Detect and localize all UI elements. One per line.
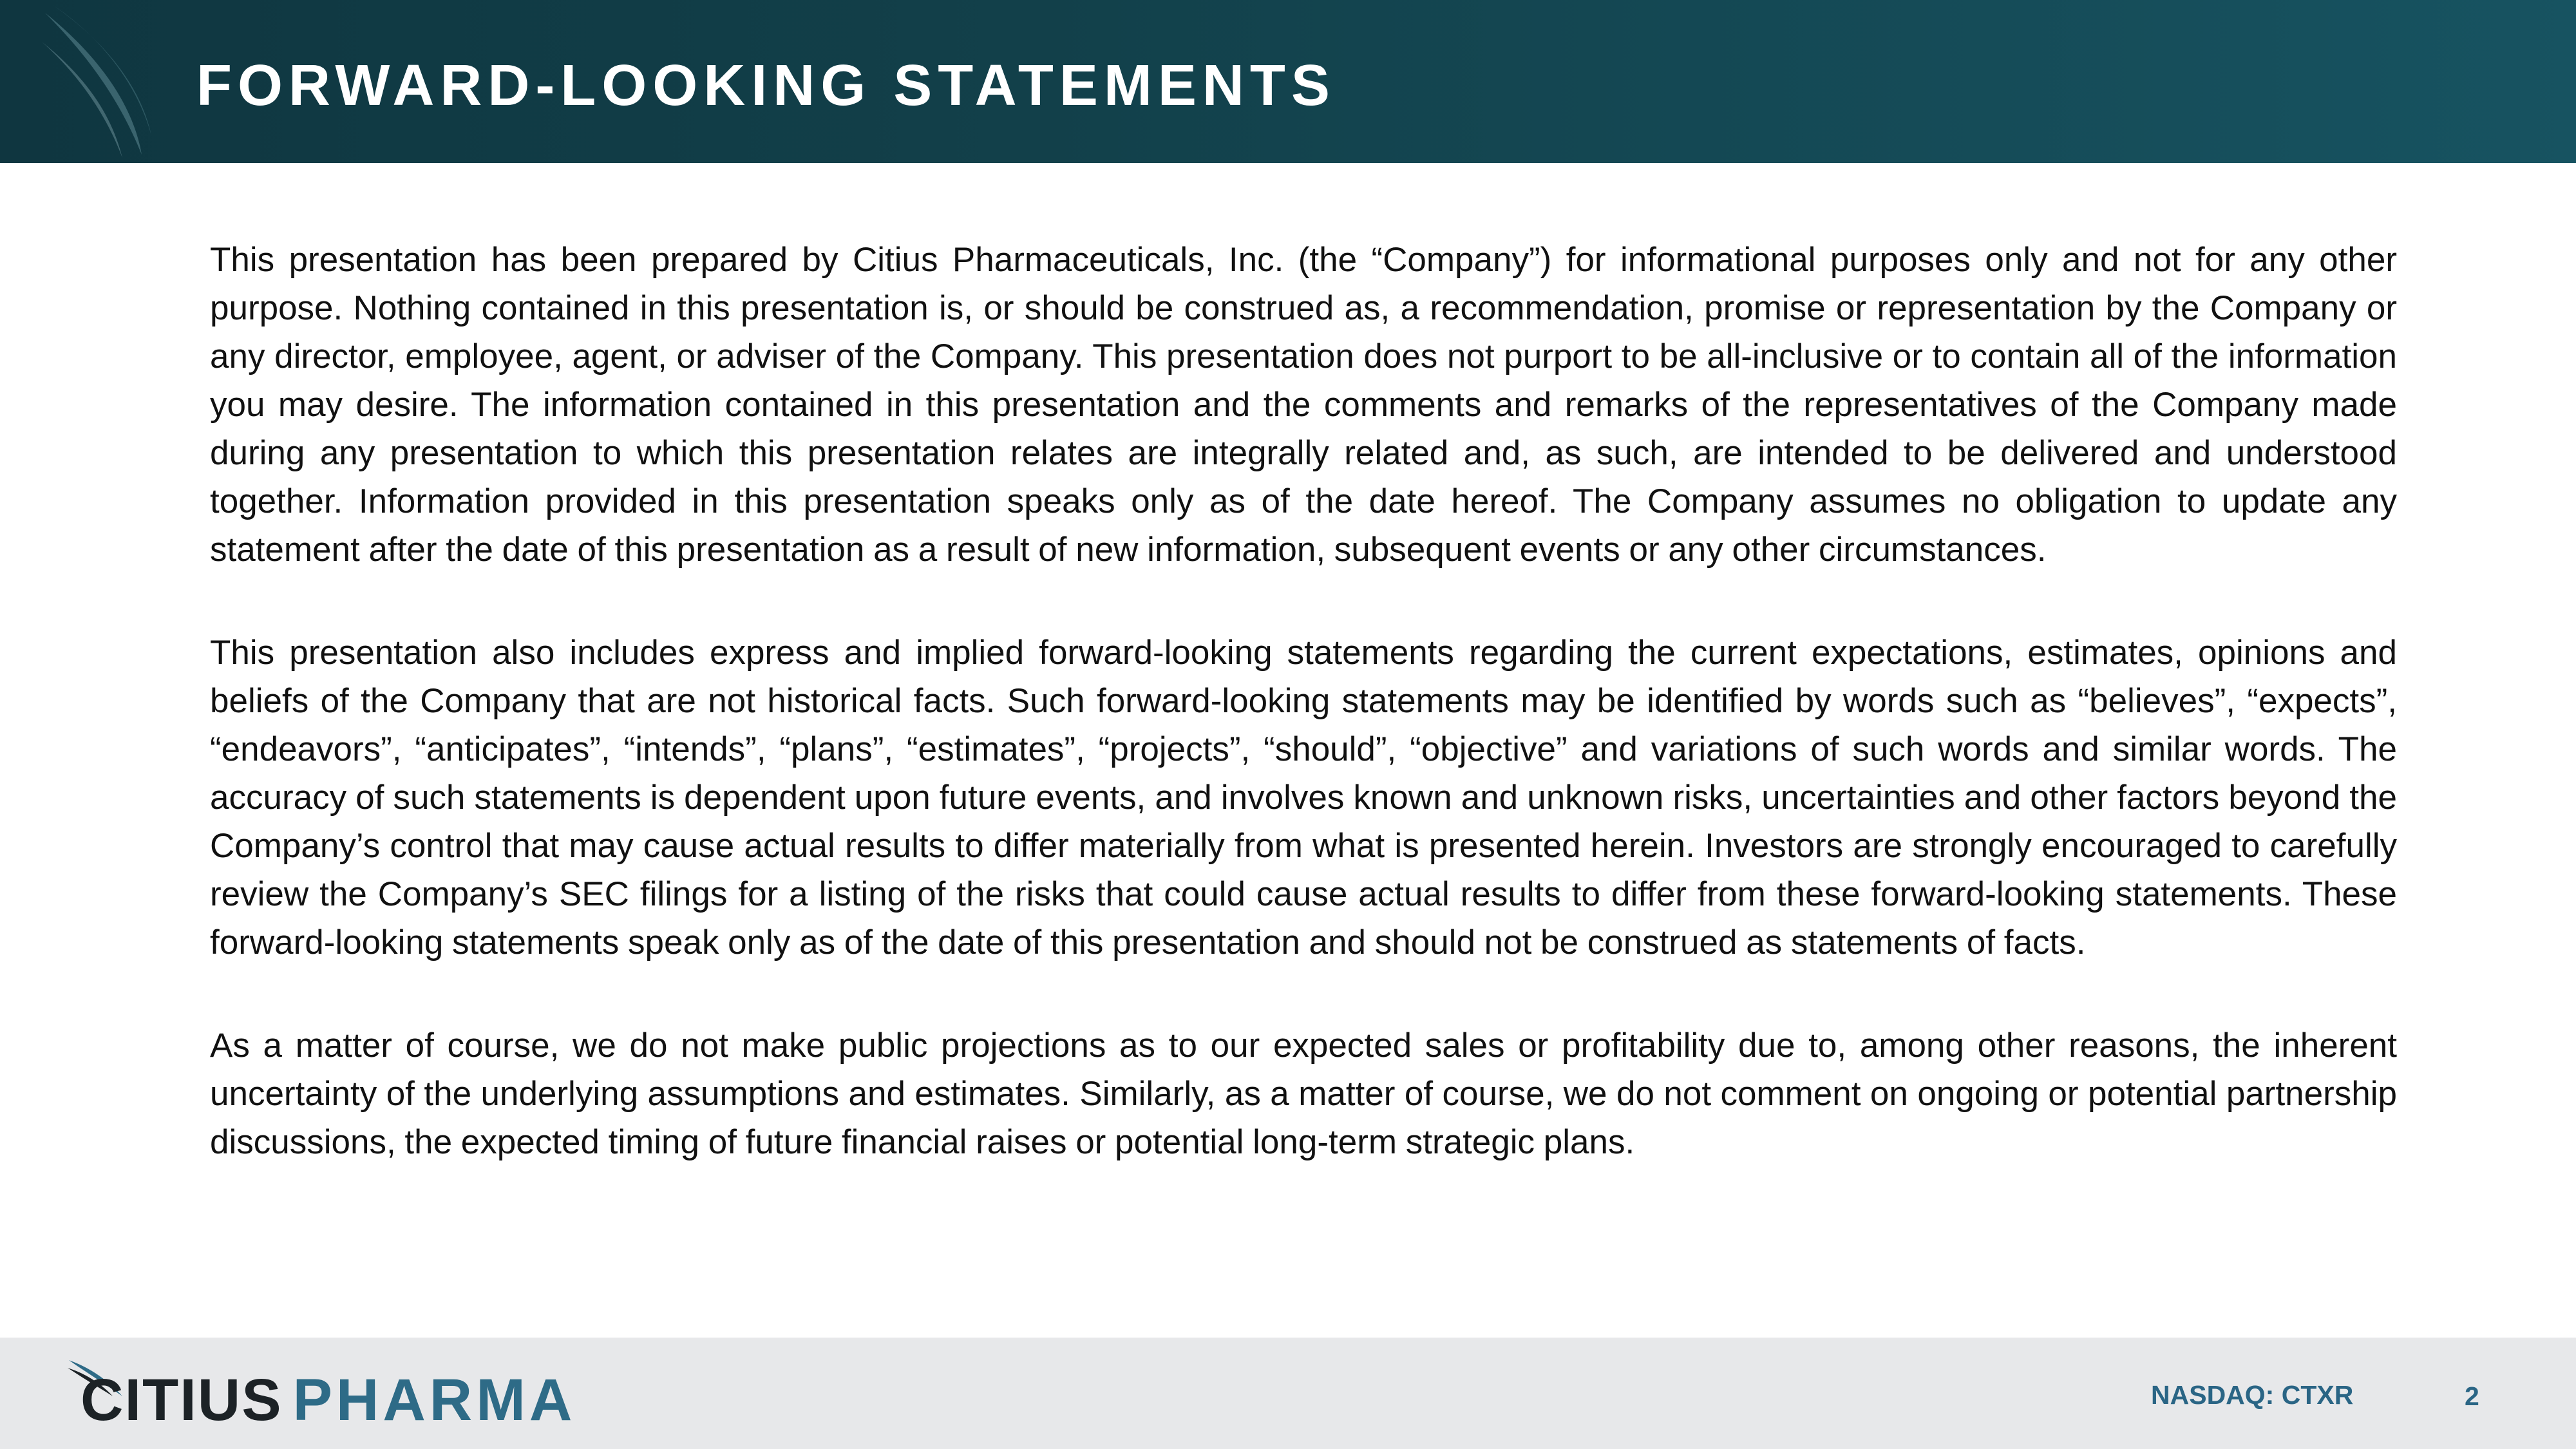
logo-wordmark (80, 1367, 576, 1433)
swoosh-decoration-icon (39, 6, 155, 161)
citius-pharma-logo (68, 1359, 596, 1433)
logo-citius-text: CITIUS (80, 1367, 283, 1433)
logo-pharma-text: PHARMA (292, 1367, 576, 1433)
page-number: 2 (2465, 1381, 2479, 1411)
stock-ticker: NASDAQ: CTXR (2151, 1380, 2354, 1410)
disclaimer-paragraph: This presentation also includes express and implied forward-looking statements regarding the current expectations, estimates, opinions and beliefs of the Company that are not historical facts. Such forward-looking statements may be identified by words such as “believes”, “expects”, “endeavors”, “anticipates”, “intends”, “plans”, “estimates”, “projects”, “should”, “objective” and variations of such words and similar words. The accuracy of such statements is dependent upon future events, and involves known and unknown risks, uncertainties and other factors beyond the Company’s control that may cause actual results to differ materially from what is presented herein. Investors are strongly encouraged to carefully review the Company’s SEC filings for a listing of the risks that could cause actual results to differ from these forward-looking statements. These forward-looking statements speak only as of the date of this presentation and should not be construed as statements of facts. (210, 634, 2397, 961)
disclaimer-paragraph: This presentation has been prepared by Citius Pharmaceuticals, Inc. (the “Company”) for informational purposes only and not for any other purpose. Nothing contained in this presentation is, or should be construed as, a recommendation, promise or representation by the Company or any director, employee, agent, or adviser of the Company. This presentation does not purport to be all-inclusive or to contain all of the information you may desire. The information contained in this presentation and the comments and remarks of the representatives of the Company made during any presentation to which this presentation relates are integrally related and, as such, are intended to be delivered and understood together. Information provided in this presentation speaks only as of the date hereof. The Company assumes no obligation to update any statement after the date of this presentation as a result of new information, subsequent events or any other circumstances. (210, 241, 2397, 569)
slide-header (0, 0, 2576, 163)
disclaimer-paragraph: As a matter of course, we do not make public projections as to our expected sales or profitability due to, among other reasons, the inherent uncertainty of the underlying assumptions and estimates. Similarly, as a matter of course, we do not comment on ongoing or potential partnership discussions, the expected timing of future financial raises or potential long-term strategic plans. (210, 1027, 2397, 1161)
disclaimer-body (210, 236, 2397, 1166)
page-title: FORWARD-LOOKING STATEMENTS (196, 53, 1336, 118)
